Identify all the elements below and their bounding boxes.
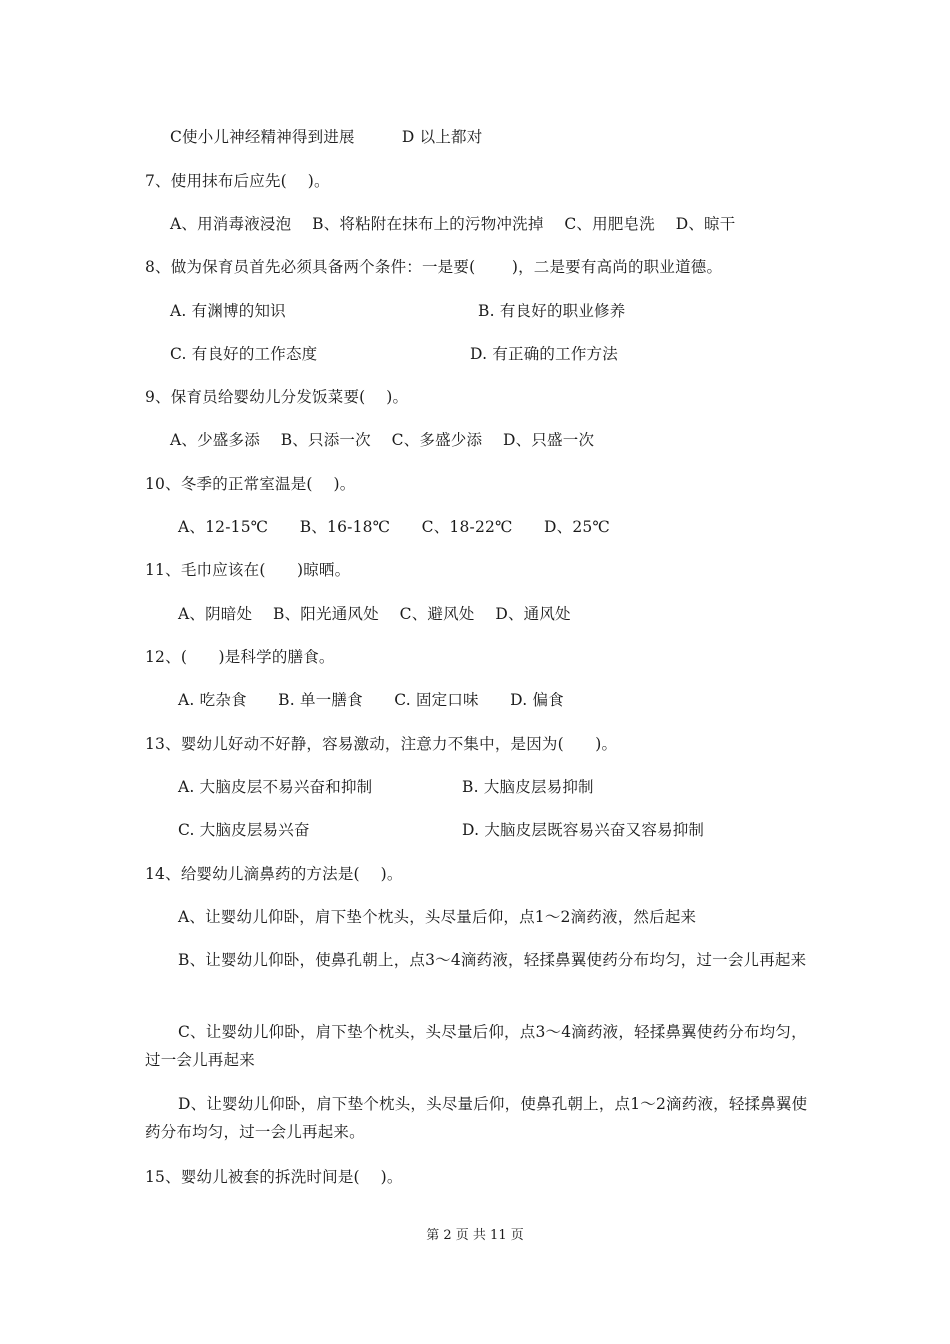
question-9-options: A、少盛多添 B、只添一次 C、多盛少添 D、只盛一次 <box>170 431 595 449</box>
question-10-options: A、12-15℃ B、16-18℃ C、18-22℃ D、25℃ <box>178 518 611 536</box>
question-14: 14、给婴幼儿滴鼻药的方法是( )。 <box>145 865 403 883</box>
question-11: 11、毛巾应该在( )晾晒。 <box>145 561 351 579</box>
question-7: 7、使用抹布后应先( )。 <box>145 172 330 190</box>
question-9: 9、保育员给婴幼儿分发饭菜要( )。 <box>145 388 409 406</box>
question-12-options: A. 吃杂食 B. 单一膳食 C. 固定口味 D. 偏食 <box>178 691 564 709</box>
question-8-option-d: D. 有正确的工作方法 <box>470 345 618 363</box>
question-8-option-c: C. 有良好的工作态度 <box>170 345 318 363</box>
question-10: 10、冬季的正常室温是( )。 <box>145 475 356 493</box>
question-14-option-c: C、让婴幼儿仰卧，肩下垫个枕头，头尽量后仰，点3～4滴药液，轻揉鼻翼使药分布均匀，过一会儿再起来 <box>145 1023 807 1069</box>
question-14-option-b: B、让婴幼儿仰卧，使鼻孔朝上，点3～4滴药液，轻揉鼻翼使药分布均匀，过一会儿再起来 <box>178 951 807 969</box>
q6-options-cd: C使小儿神经精神得到进展 D 以上都对 <box>170 128 483 146</box>
question-7-options: A、用消毒液浸泡 B、将粘附在抹布上的污物冲洗掉 C、用肥皂洗 D、晾干 <box>170 215 736 233</box>
question-14-option-a: A、让婴幼儿仰卧，肩下垫个枕头，头尽量后仰，点1～2滴药液，然后起来 <box>178 908 697 926</box>
question-13-option-a: A. 大脑皮层不易兴奋和抑制 <box>178 778 373 796</box>
question-8-option-a: A. 有渊博的知识 <box>170 302 286 320</box>
question-13: 13、婴幼儿好动不好静，容易激动，注意力不集中，是因为( )。 <box>145 735 618 753</box>
question-8: 8、做为保育员首先必须具备两个条件：一是要( )，二是要有高尚的职业道德。 <box>145 258 723 276</box>
question-13-option-c: C. 大脑皮层易兴奋 <box>178 821 310 839</box>
question-14-option-d: D、让婴幼儿仰卧，肩下垫个枕头，头尽量后仰，使鼻孔朝上，点1～2滴药液，轻揉鼻翼使药分布均匀，过一会儿再起来。 <box>145 1095 808 1141</box>
question-8-option-b: B. 有良好的职业修养 <box>478 302 626 320</box>
page-number-footer: 第 2 页 共 11 页 <box>426 1228 524 1243</box>
question-13-option-d: D. 大脑皮层既容易兴奋又容易抑制 <box>462 821 705 839</box>
question-12: 12、( )是科学的膳食。 <box>145 648 335 666</box>
question-11-options: A、阴暗处 B、阳光通风处 C、避风处 D、通风处 <box>178 605 571 623</box>
question-13-option-b: B. 大脑皮层易抑制 <box>462 778 594 796</box>
question-15: 15、婴幼儿被套的拆洗时间是( )。 <box>145 1168 403 1186</box>
